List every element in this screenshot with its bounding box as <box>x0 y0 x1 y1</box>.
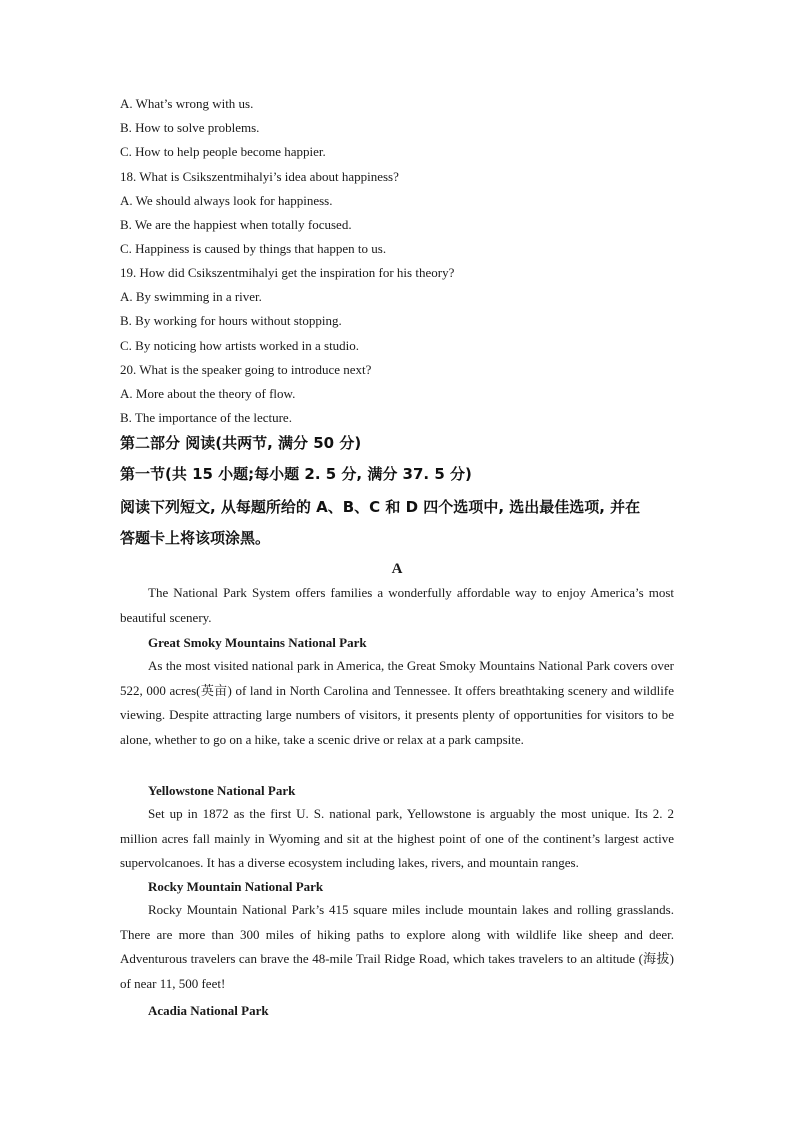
q17-option-a: A. What’s wrong with us. <box>120 96 254 111</box>
q20-option-a: A. More about the theory of flow. <box>120 386 296 401</box>
park-text-yellowstone: Set up in 1872 as the first U. S. national park, Yellowstone is arguably the most unique. Its 2. 2 million acres fall mainly in Wyoming and sit at the highest point of one of the continent’s largest active supervolcanoes. It has a diverse ecosystem including lakes, rivers, and mountain ranges. <box>120 806 674 870</box>
question-18: 18. What is Csikszentmihalyi’s idea about happiness? <box>120 169 399 184</box>
section-title: 第一节(共 15 小题;每小题 2. 5 分, 满分 37. 5 分) <box>120 465 472 483</box>
passage-intro: The National Park System offers families a wonderfully affordable way to enjoy America’s most beautiful scenery. <box>120 585 674 625</box>
passage-letter: A <box>391 561 403 577</box>
park-text-smoky: As the most visited national park in America, the Great Smoky Mountains National Park covers over 522, 000 acres(英亩) of land in North Carolina and Tennessee. It offers breathtaking scenery and wildlife viewing. Despite attracting large numbers of visitors, it presents plenty of opportunities for visitors to be alone, whether to go on a hike, take a scenic drive or relax at a park campsite. <box>120 658 674 747</box>
question-20: 20. What is the speaker going to introduce next? <box>120 362 372 377</box>
q20-option-b: B. The importance of the lecture. <box>120 410 292 425</box>
q17-option-b: B. How to solve problems. <box>120 120 260 135</box>
part-title: 第二部分 阅读(共两节, 满分 50 分) <box>120 434 362 452</box>
instruction-line-2: 答题卡上将该项涂黑。 <box>120 529 271 547</box>
q18-option-b: B. We are the happiest when totally focused. <box>120 217 352 232</box>
park-heading-yellowstone: Yellowstone National Park <box>148 783 296 798</box>
q19-option-c: C. By noticing how artists worked in a studio. <box>120 338 360 353</box>
park-heading-acadia: Acadia National Park <box>148 1003 269 1018</box>
q18-option-a: A. We should always look for happiness. <box>120 193 333 208</box>
instruction-line-1: 阅读下列短文, 从每题所给的 A、B、C 和 D 四个选项中, 选出最佳选项, 并在 <box>120 498 641 516</box>
q18-option-c: C. Happiness is caused by things that happen to us. <box>120 241 387 256</box>
q19-option-b: B. By working for hours without stopping. <box>120 313 342 328</box>
question-19: 19. How did Csikszentmihalyi get the inspiration for his theory? <box>120 265 455 280</box>
park-text-rocky: Rocky Mountain National Park’s 415 square miles include mountain lakes and rolling grasslands. There are more than 300 miles of hiking paths to explore along with wildlife like sheep and deer. Adventurous travelers can brave the 48-mile Trail Ridge Road, which takes travelers to an altitude (海拔) of near 11, 500 feet! <box>120 902 674 991</box>
park-heading-rocky: Rocky Mountain National Park <box>148 879 324 894</box>
park-heading-smoky: Great Smoky Mountains National Park <box>148 635 367 650</box>
q17-option-c: C. How to help people become happier. <box>120 144 326 159</box>
q19-option-a: A. By swimming in a river. <box>120 289 262 304</box>
